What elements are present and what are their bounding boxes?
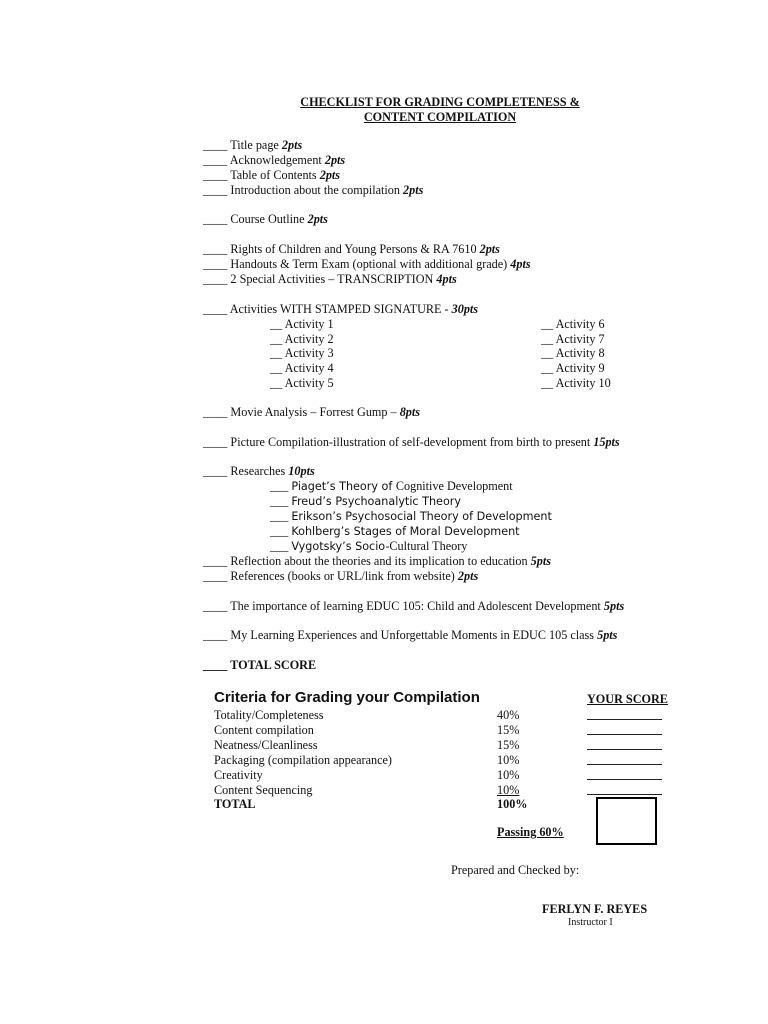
activity-item: __ Activity 10 [541, 376, 611, 390]
criteria-percent: 10% [497, 783, 520, 797]
checklist-item: ____ Activities WITH STAMPED SIGNATURE - 30pts [203, 302, 479, 316]
criteria-name: Content Sequencing [214, 783, 313, 797]
criteria-percent: 15% [497, 738, 520, 752]
activity-item: __ Activity 6 [541, 317, 605, 331]
checklist-item: ____ Picture Compilation-illustration of self-development from birth to present 15pts [203, 435, 620, 449]
checklist-item: ____ Title page 2pts [203, 138, 303, 152]
document-title-line-2: CONTENT COMPILATION [363, 110, 517, 124]
activity-item: __ Activity 7 [541, 332, 605, 346]
instructor-name: FERLYN F. REYES [542, 902, 648, 916]
activity-item: __ Activity 1 [270, 317, 334, 331]
checklist-item: ____ The importance of learning EDUC 105: Child and Adolescent Development 5pts [203, 599, 625, 613]
checklist-item: ____ 2 Special Activities – TRANSCRIPTION 4pts [203, 272, 457, 286]
activity-item: __ Activity 4 [270, 361, 334, 375]
checklist-item: ____ Handouts & Term Exam (optional with additional grade) 4pts [203, 257, 531, 271]
activity-item: __ Activity 5 [270, 376, 334, 390]
criteria-percent: 15% [497, 723, 520, 737]
research-item: ___ Vygotsky’s Socio-Cultural Theory [270, 539, 468, 553]
criteria-name: Content compilation [214, 723, 314, 737]
total-score-line: ____ TOTAL SCORE [203, 658, 317, 672]
instructor-title: Instructor I [568, 917, 613, 928]
checklist-item: ____ Reflection about the theories and its implication to education 5pts [203, 554, 551, 568]
activity-item: __ Activity 8 [541, 346, 605, 360]
criteria-name: Totality/Completeness [214, 708, 324, 722]
score-blank[interactable] [587, 779, 662, 780]
checklist-item: ____ References (books or URL/link from website) 2pts [203, 569, 479, 583]
score-blank[interactable] [587, 749, 662, 750]
score-blank[interactable] [587, 764, 662, 765]
criteria-percent: 40% [497, 708, 520, 722]
checklist-item: ____ Movie Analysis – Forrest Gump – 8pts [203, 405, 421, 419]
your-score-heading: YOUR SCORE [587, 692, 668, 706]
research-item: ___ Kohlberg’s Stages of Moral Development [270, 524, 520, 538]
criteria-percent: 10% [497, 753, 520, 767]
criteria-name: Neatness/Cleanliness [214, 738, 318, 752]
checklist-item: ____ Researches 10pts [203, 464, 315, 478]
criteria-percent: 10% [497, 768, 520, 782]
total-score-box[interactable] [596, 797, 657, 845]
criteria-total-label: TOTAL [214, 797, 256, 811]
criteria-name: Creativity [214, 768, 263, 782]
checklist-item: ____ Rights of Children and Young Persons & RA 7610 2pts [203, 242, 500, 256]
research-item: ___ Piaget’s Theory of Cognitive Development [270, 479, 513, 493]
checklist-item: ____ My Learning Experiences and Unforgettable Moments in EDUC 105 class 5pts [203, 628, 618, 642]
activity-item: __ Activity 3 [270, 346, 334, 360]
activity-item: __ Activity 9 [541, 361, 605, 375]
criteria-name: Packaging (compilation appearance) [214, 753, 392, 767]
checklist-item: ____ Course Outline 2pts [203, 212, 328, 226]
checklist-item: ____ Acknowledgement 2pts [203, 153, 346, 167]
checklist-item: ____ Table of Contents 2pts [203, 168, 341, 182]
score-blank[interactable] [587, 794, 662, 795]
criteria-total-percent: 100% [497, 797, 528, 811]
passing-rate: Passing 60% [497, 825, 564, 839]
activity-item: __ Activity 2 [270, 332, 334, 346]
prepared-by-label: Prepared and Checked by: [451, 863, 580, 877]
research-item: ___ Erikson’s Psychosocial Theory of Development [270, 509, 552, 523]
criteria-heading: Criteria for Grading your Compilation [214, 689, 480, 706]
score-blank[interactable] [587, 734, 662, 735]
research-item: ___ Freud’s Psychoanalytic Theory [270, 494, 462, 508]
document-title-line-1: CHECKLIST FOR GRADING COMPLETENESS & [300, 95, 580, 109]
checklist-item: ____ Introduction about the compilation 2pts [203, 183, 424, 197]
score-blank[interactable] [587, 719, 662, 720]
